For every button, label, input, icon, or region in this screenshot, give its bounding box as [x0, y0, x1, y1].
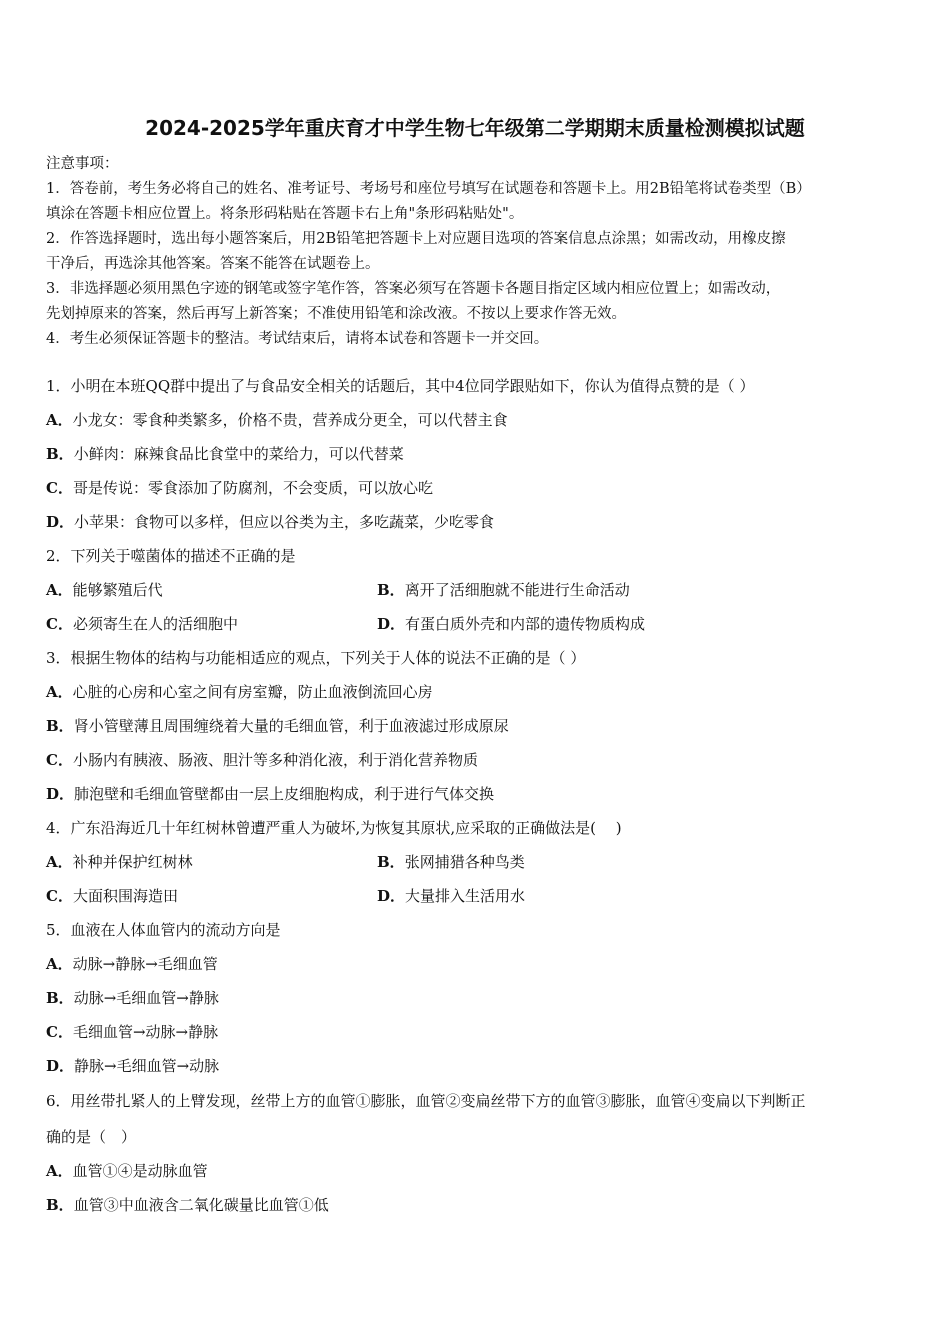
option-text: 大量排入生活用水: [405, 887, 526, 905]
question-stem: 4．广东沿海近几十年红树林曾遭严重人为破坏,为恢复其原状,应采取的正确做法是( ): [46, 819, 622, 837]
option-text: 有蛋白质外壳和内部的遗传物质构成: [405, 615, 646, 633]
notice-item: 干净后，再选涂其他答案。答案不能答在试题卷上。: [46, 256, 380, 272]
option-d: [46, 511, 494, 532]
option-c: [46, 1021, 218, 1042]
option-b: [46, 987, 219, 1008]
notice-item: 4．考生必须保证答题卡的整洁。考试结束后，请将本试卷和答题卡一并交回。: [46, 331, 549, 347]
option-a: [46, 579, 163, 600]
option-label: C．: [46, 479, 73, 497]
option-text: 小苹果：食物可以多样，但应以谷类为主，多吃蔬菜，少吃零食: [74, 513, 495, 531]
notice-item: 填涂在答题卡相应位置上。将条形码粘贴在答题卡右上角"条形码粘贴处"。: [46, 206, 524, 222]
option-text: 静脉→毛细血管→动脉: [74, 1057, 220, 1075]
notice-item: 3．非选择题必须用黑色字迹的钢笔或签字笔作答，答案必须写在答题卡各题目指定区域内相应位置上；如需改动，: [46, 281, 781, 297]
question-stem: 5．血液在人体血管内的流动方向是: [46, 921, 281, 939]
question-stem-continued: 确的是（ ）: [46, 1128, 137, 1146]
option-c: [46, 749, 478, 770]
notice-item: 先划掉原来的答案，然后再写上新答案；不准使用铅笔和涂改液。不按以上要求作答无效。: [46, 306, 626, 322]
notice-item: 1．答卷前，考生务必将自己的姓名、准考证号、考场号和座位号填写在试题卷和答题卡上。用2B铅笔将试卷类型（B）: [46, 181, 811, 197]
option-label: B．: [46, 445, 74, 463]
notice-item: 2．作答选择题时，选出每小题答案后，用2B铅笔把答题卡上对应题目选项的答案信息点涂黑；如需改动，用橡皮擦: [46, 231, 786, 247]
option-label: B．: [46, 717, 74, 735]
question-stem: 3．根据生物体的结构与功能相适应的观点，下列关于人体的说法不正确的是（ ）: [46, 649, 586, 667]
option-text: 小龙女：零食种类繁多，价格不贵，营养成分更全，可以代替主食: [72, 411, 508, 429]
option-label: A．: [46, 853, 73, 871]
option-label: D．: [377, 615, 406, 633]
option-label: B．: [377, 581, 405, 599]
option-b: [46, 1194, 329, 1215]
option-text: 哥是传说：零食添加了防腐剂，不会变质，可以放心吃: [72, 479, 433, 497]
question-stem: 1．小明在本班QQ群中提出了与食品安全相关的话题后，其中4位同学跟贴如下，你认为值得点赞的是（ ）: [46, 377, 755, 395]
option-a: [46, 1160, 208, 1181]
option-a: [46, 681, 433, 702]
option-label: A．: [46, 1162, 73, 1180]
page-title: 2024-2025学年重庆育才中学生物七年级第二学期期末质量检测模拟试题: [145, 116, 805, 140]
option-text: 离开了活细胞就不能进行生命活动: [404, 581, 630, 599]
option-d: [46, 1055, 219, 1076]
option-label: C．: [46, 751, 73, 769]
option-label: D．: [46, 785, 75, 803]
option-text: 动脉→静脉→毛细血管: [72, 955, 218, 973]
option-c: [46, 477, 433, 498]
option-text: 血管①④是动脉血管: [72, 1162, 208, 1180]
option-text: 心脏的心房和心室之间有房室瓣，防止血液倒流回心房: [72, 683, 433, 701]
option-text: 张网捕猎各种鸟类: [404, 853, 525, 871]
option-a: [46, 953, 218, 974]
option-b: [46, 443, 404, 464]
option-text: 肺泡壁和毛细血管壁都由一层上皮细胞构成，利于进行气体交换: [74, 785, 495, 803]
option-text: 能够繁殖后代: [72, 581, 163, 599]
option-b: [46, 715, 509, 736]
option-c: [46, 885, 178, 906]
option-d: [46, 783, 494, 804]
option-a: [46, 851, 193, 872]
option-d: [377, 613, 645, 634]
option-label: A．: [46, 411, 73, 429]
option-label: A．: [46, 955, 73, 973]
option-label: C．: [46, 1023, 73, 1041]
option-a: [46, 409, 508, 430]
option-b: [377, 851, 525, 872]
option-label: A．: [46, 683, 73, 701]
option-label: D．: [46, 1057, 75, 1075]
option-text: 血管③中血液含二氧化碳量比血管①低: [73, 1196, 329, 1214]
option-text: 大面积围海造田: [72, 887, 178, 905]
option-text: 小肠内有胰液、肠液、胆汁等多种消化液，利于消化营养物质: [72, 751, 478, 769]
option-text: 补种并保护红树林: [72, 853, 193, 871]
option-c: [46, 613, 238, 634]
option-label: B．: [377, 853, 405, 871]
option-b: [377, 579, 630, 600]
option-label: C．: [46, 887, 73, 905]
question-stem: 6．用丝带扎紧人的上臂发现，丝带上方的血管①膨胀，血管②变扁丝带下方的血管③膨胀，血管④变扁以下判断正: [46, 1092, 806, 1110]
notice-heading: 注意事项：: [46, 156, 119, 172]
option-label: B．: [46, 989, 74, 1007]
option-text: 毛细血管→动脉→静脉: [72, 1023, 219, 1041]
option-label: D．: [46, 513, 75, 531]
option-text: 肾小管壁薄且周围缠绕着大量的毛细血管，利于血液滤过形成原尿: [73, 717, 509, 735]
option-label: A．: [46, 581, 73, 599]
option-text: 小鲜肉：麻辣食品比食堂中的菜给力，可以代替菜: [73, 445, 404, 463]
option-label: C．: [46, 615, 73, 633]
option-text: 必须寄生在人的活细胞中: [72, 615, 238, 633]
option-d: [377, 885, 525, 906]
option-label: B．: [46, 1196, 74, 1214]
option-text: 动脉→毛细血管→静脉: [73, 989, 219, 1007]
option-label: D．: [377, 887, 406, 905]
question-stem: 2．下列关于噬菌体的描述不正确的是: [46, 547, 296, 565]
